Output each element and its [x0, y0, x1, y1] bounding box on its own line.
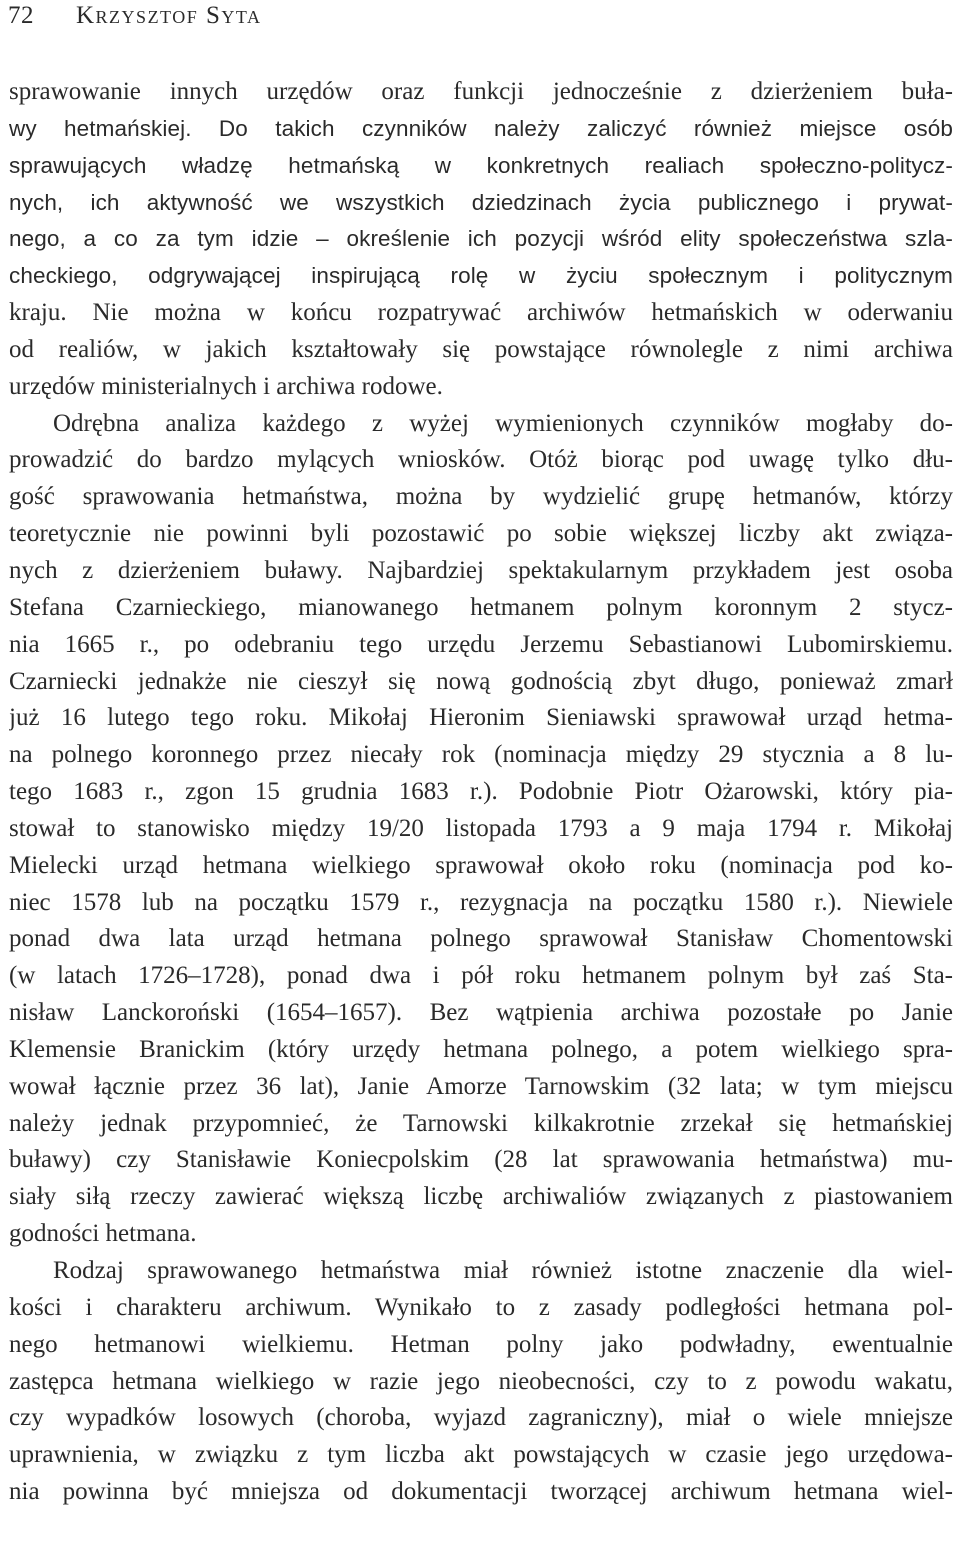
text-line: prowadzić do bardzo mylących wniosków. Otóż biorąc pod uwagę tylko dłu-	[9, 446, 953, 474]
text-line: stował to stanowisko między 19/20 listopada 1793 a 9 maja 1794 r. Mikołaj	[9, 814, 953, 842]
body-text	[9, 74, 953, 1511]
text-line: sprawowanie innych urzędów oraz funkcji jednocześnie z dzierżeniem buła-	[9, 78, 953, 105]
text-line: Stefana Czarnieckiego, mianowanego hetmanem polnym koronnym 2 stycz-	[9, 593, 953, 621]
page-number: 72	[8, 2, 34, 29]
text-line: nia powinna być mniejsza od dokumentacji tworzącej archiwum hetmana wiel-	[9, 1478, 953, 1506]
text-line: nych, ich aktywność we wszystkich dziedzinach życia publicznego i prywat-	[9, 189, 953, 215]
running-header	[8, 0, 261, 36]
text-line: teoretycznie nie powinni byli pozostawić po sobie większej liczby akt związa-	[9, 520, 953, 548]
text-line: od realiów, w jakich kształtowały się powstające równolegle z nimi archiwa	[9, 335, 953, 363]
text-line: urzędów ministerialnych i archiwa rodowe.	[9, 372, 443, 400]
text-line: godności hetmana.	[9, 1220, 197, 1248]
text-line: kości i charakteru archiwum. Wynikało to z zasady podległości hetmana pol-	[9, 1293, 953, 1321]
text-line: Mielecki urząd hetmana wielkiego sprawował około roku (nominacja pod ko-	[9, 851, 953, 879]
paragraph-first-line: Rodzaj sprawowanego hetmaństwa miał również istotne znaczenie dla wiel-	[53, 1257, 953, 1284]
text-line: wy hetmańskiej. Do takich czynników należy zaliczyć również miejsce osób	[9, 115, 953, 141]
text-line: Klemensie Branickim (który urzędy hetmana polnego, a potem wielkiego spra-	[9, 1035, 953, 1063]
text-line: niec 1578 lub na początku 1579 r., rezygnacja na początku 1580 r.). Niewiele	[9, 888, 953, 916]
text-line: sprawujących władzę hetmańską w konkretnych realiach społeczno-politycz-	[9, 152, 953, 178]
running-head-author: Krzysztof Syta	[76, 2, 262, 29]
text-line: (w latach 1726–1728), ponad dwa i pół roku hetmanem polnym był zaś Sta-	[9, 962, 953, 990]
text-line: uprawnienia, w związku z tym liczba akt powstających w czasie jego urzędowa-	[9, 1441, 953, 1469]
text-line: nych z dzierżeniem buławy. Najbardziej spektakularnym przykładem jest osoba	[9, 556, 953, 584]
text-line: ponad dwa lata urząd hetmana polnego sprawował Stanisław Chomentowski	[9, 925, 953, 953]
text-line: buławy) czy Stanisławie Koniecpolskim (28 lat sprawowania hetmaństwa) mu-	[9, 1146, 953, 1174]
text-line: kraju. Nie można w końcu rozpatrywać archiwów hetmańskich w oderwaniu	[9, 299, 953, 327]
text-line: gość sprawowania hetmaństwa, można by wydzielić grupę hetmanów, którzy	[9, 483, 953, 511]
text-line: nisław Lanckoroński (1654–1657). Bez wątpienia archiwa pozostałe po Janie	[9, 999, 953, 1027]
text-line: wował łącznie przez 36 lat), Janie Amorze Tarnowskim (32 lata; w tym miejscu	[9, 1072, 953, 1100]
text-line: nego hetmanowi wielkiemu. Hetman polny jako podwładny, ewentualnie	[9, 1330, 953, 1358]
text-line: nia 1665 r., po odebraniu tego urzędu Jerzemu Sebastianowi Lubomirskiemu.	[9, 630, 953, 658]
text-line: checkiego, odgrywającej inspirującą rolę w życiu społecznym i politycznym	[9, 263, 953, 289]
text-line: już 16 lutego tego roku. Mikołaj Hieronim Sieniawski sprawował urząd hetma-	[9, 704, 953, 732]
text-line: zastępca hetmana wielkiego w razie jego nieobecności, czy to z powodu wakatu,	[9, 1367, 953, 1395]
paragraph-first-line: Odrębna analiza każdego z wyżej wymienionych czynników mogłaby do-	[53, 409, 953, 437]
text-line: czy wypadków losowych (choroba, wyjazd zagraniczny), miał o wiele mniejsze	[9, 1404, 953, 1432]
text-line: siały siłą rzeczy zawierać większą liczbę archiwaliów związanych z piastowaniem	[9, 1183, 953, 1211]
text-line: tego 1683 r., zgon 15 grudnia 1683 r.). Podobnie Piotr Ożarowski, który pia-	[9, 778, 953, 806]
text-line: nego, a co za tym idzie – określenie ich pozycji wśród elity społeczeństwa szla-	[9, 226, 953, 252]
text-line: na polnego koronnego przez niecały rok (nominacja między 29 stycznia a 8 lu-	[9, 741, 953, 769]
text-line: należy jednak przypomnieć, że Tarnowski kilkakrotnie zrzekał się hetmańskiej	[9, 1109, 953, 1137]
text-line: Czarniecki jednakże nie cieszył się nową godnością zbyt długo, ponieważ zmarł	[9, 667, 953, 695]
